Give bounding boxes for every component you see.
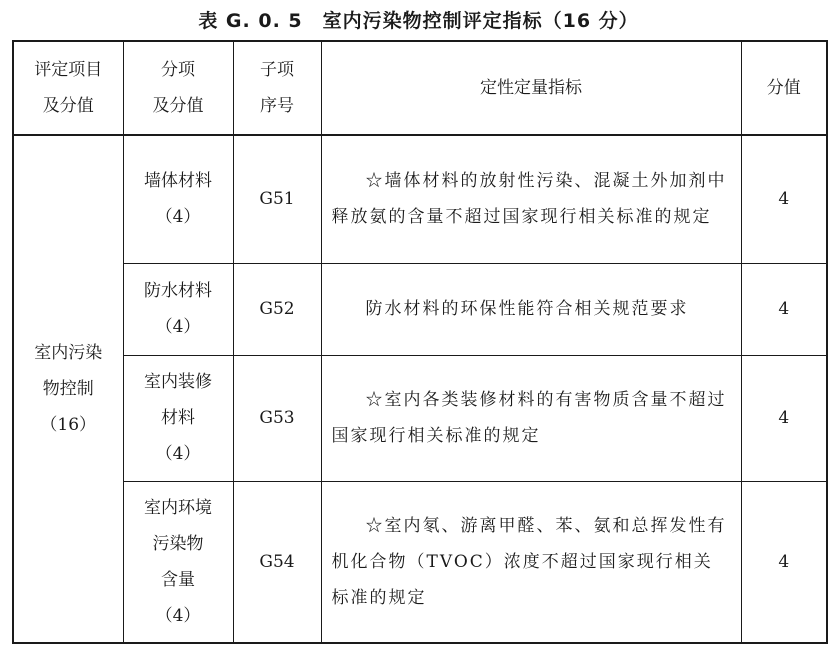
table-row [13,135,827,263]
sub-item-cell: 防水材料 （4） [123,263,233,355]
score-cell: 4 [741,355,827,481]
header-sub-score: 分项 及分值 [123,41,233,135]
header-item-score: 评定项目 及分值 [13,41,123,135]
score-cell: 4 [741,263,827,355]
table-row [13,355,827,481]
header-indicator: 定性定量指标 [321,41,741,135]
indicator-cell: ☆室内氡、游离甲醛、苯、氨和总挥发性有机化合物（TVOC）浓度不超过国家现行相关标准的规定 [321,481,741,643]
code-cell: G51 [233,135,321,263]
score-cell: 4 [741,481,827,643]
indicator-cell: 防水材料的环保性能符合相关规范要求 [321,263,741,355]
table-caption: 表 G. 0. 5 室内污染物控制评定指标（16 分） [198,10,639,32]
code-cell: G53 [233,355,321,481]
sub-item-cell: 室内环境 污染物 含量 （4） [123,481,233,643]
code-cell: G52 [233,263,321,355]
item-cell: 室内污染 物控制 （16） [13,135,123,643]
header-sub-number: 子项 序号 [233,41,321,135]
table-header-row [13,41,827,135]
evaluation-table [12,40,828,644]
sub-item-cell: 墙体材料 （4） [123,135,233,263]
header-score: 分值 [741,41,827,135]
indicator-cell: ☆室内各类装修材料的有害物质含量不超过国家现行相关标准的规定 [321,355,741,481]
code-cell: G54 [233,481,321,643]
sub-item-cell: 室内装修 材料 （4） [123,355,233,481]
table-row [13,481,827,643]
score-cell: 4 [741,135,827,263]
indicator-cell: ☆墙体材料的放射性污染、混凝土外加剂中释放氨的含量不超过国家现行相关标准的规定 [321,135,741,263]
table-row [13,263,827,355]
